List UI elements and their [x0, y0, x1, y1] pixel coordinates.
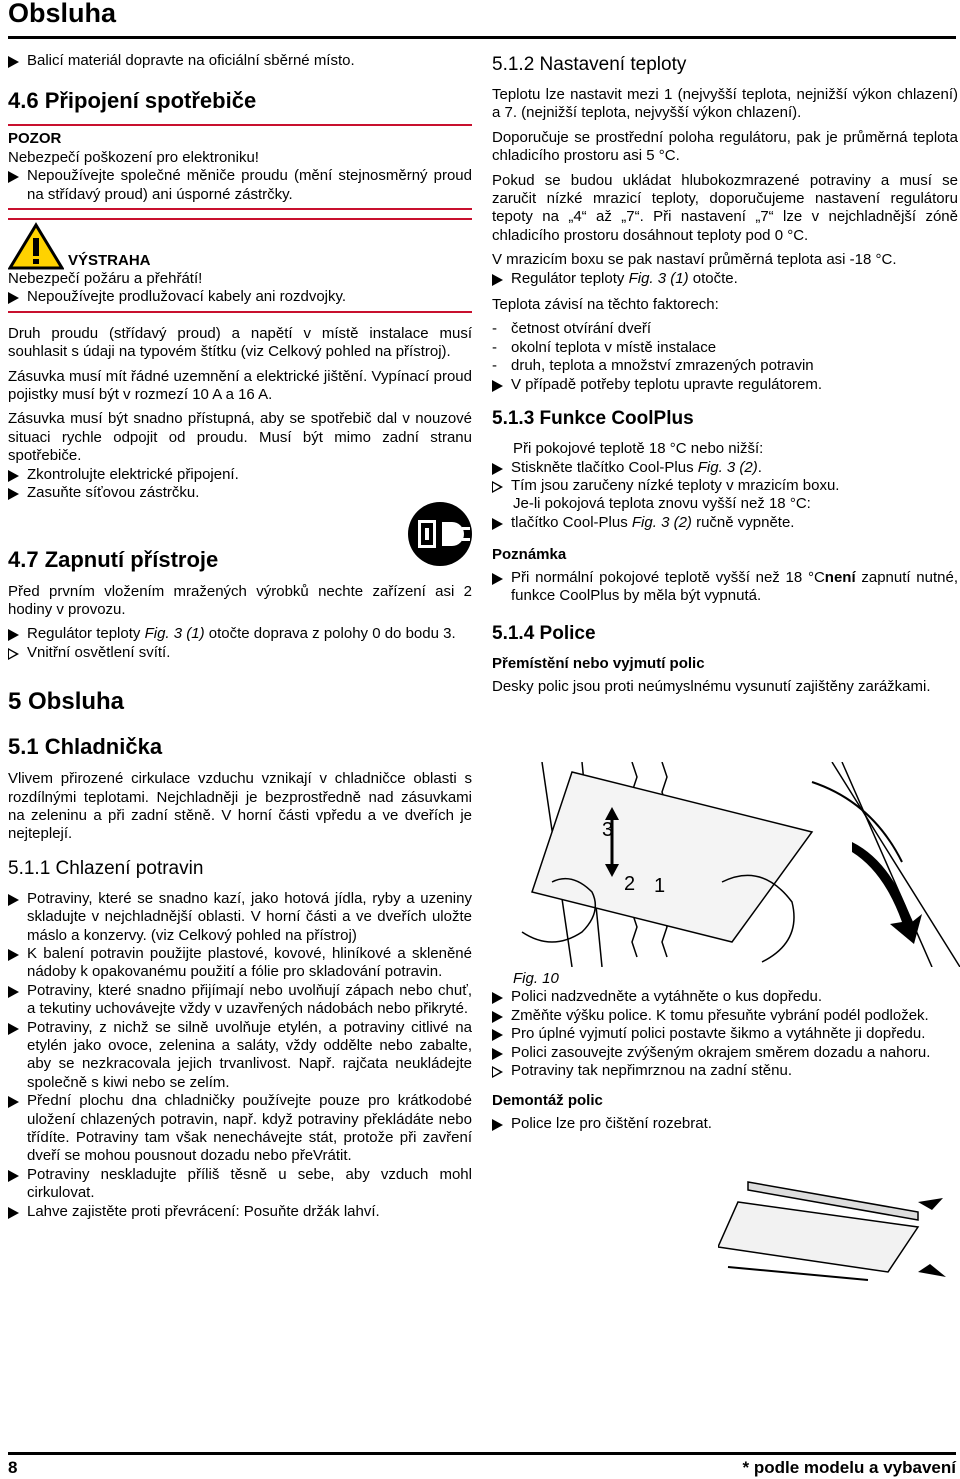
figure-caption: Fig. 10 — [513, 970, 559, 987]
bullet-arrow-icon — [492, 1048, 503, 1060]
bullet-packaging: Balicí materiál dopravte na oficiální sběrné místo. — [8, 52, 472, 70]
heading-5-1-1: 5.1.1 Chlazení potravin — [8, 857, 204, 879]
paragraph-frozen: Pokud se budou ukládat hlubokozmrazené potraviny a musí se zaručit nízké mrazicí teploty, doporučujeme nastavení regulátoru tepoty na „4“ až „7“. Při nastavení „7“ lze v nejchladnější zóně chladicího prostoru dosáhnout teploty pod 0 °C. — [492, 171, 958, 244]
heading-5-1: 5.1 Chladnička — [8, 734, 163, 760]
left-column — [8, 50, 472, 1221]
footer-rule — [8, 1452, 956, 1455]
bullet-arrow-icon — [8, 949, 19, 961]
list-item: Lahve zajistěte proti převrácení: Posuňte držák lahví. — [8, 1203, 472, 1221]
paragraph-temp-range: Teplotu lze nastavit mezi 1 (nejvyšší teplota, nejnižší výkon chlazení) a 7. (nejnižší teplota, nejvyšší výkon chlazení). — [492, 86, 958, 122]
heading-5: 5 Obsluha — [8, 688, 125, 716]
list-item: Potraviny neskladujte příliš těsně u sebe, aby vzduch mohl cirkulovat. — [8, 1166, 472, 1203]
paragraph-grounding: Zásuvka musí mít řádné uzemnění a elektrické jištění. Vypínací proud pojistky musí být v rozmezí 10 A a 16 A. — [8, 367, 472, 404]
bullet-turn-regulator: Regulátor teploty Fig. 3 (1) otočte doprava z polohy 0 do bodu 3. — [8, 625, 472, 643]
bullets-food-cooling — [8, 890, 472, 1221]
bullet-arrow-icon — [492, 1011, 503, 1023]
list-item: K balení potravin použijte plastové, kovové, hliníkové a skleněné nádoby k opakovanému použití a fólie pro skladování potravin. — [8, 945, 472, 982]
paragraph-first-use: Před prvním vložením mražených výrobků nechte zařízení asi 2 hodiny v provozu. — [8, 582, 472, 618]
heading-5-1-2: 5.1.2 Nastavení teploty — [492, 54, 687, 75]
notice-pozor — [8, 124, 472, 210]
demontaz-bullet: Police lze pro čištění rozebrat. — [492, 1115, 726, 1133]
heading-4-7: 4.7 Zapnutí přístroje — [8, 546, 219, 572]
bullet-arrow-icon — [8, 1170, 19, 1182]
vystraha-title: VÝSTRAHA — [68, 251, 151, 269]
heading-5-1-4: 5.1.4 Police — [492, 623, 596, 645]
bullet-arrow-icon — [492, 573, 503, 585]
bullet-arrow-icon — [8, 171, 19, 183]
bullet-arrow-icon — [492, 380, 503, 392]
right-column — [492, 50, 958, 702]
right-column-lower — [492, 970, 958, 1133]
result-light-on: Vnitřní osvětlení svítí. — [8, 644, 472, 662]
list-item: Změňte výšku police. K tomu přesuňte vybrání podél podložek. — [492, 1007, 958, 1025]
shelf-disassembly-illustration — [718, 1172, 958, 1282]
list-item: Potraviny, které snadno přijímají nebo uvolňují zápach nebo chuť, a tekutiny uchovávejte vždy v uzavřených nádobách nebo přikryté. — [8, 982, 472, 1019]
bullet-arrow-icon — [492, 274, 503, 286]
result-low-temp: Tím jsou zaručeny nízké teploty v mrazicím boxu. — [492, 477, 958, 495]
paragraph-police: Desky polic jsou proti neúmyslnému vysunutí zajištěny zarážkami. — [492, 677, 931, 695]
footer-note: * podle modelu a vybavení — [742, 1458, 956, 1477]
result-no-freeze: Potraviny tak nepřimrznou na zadní stěnu. — [492, 1062, 958, 1080]
warning-triangle-icon — [8, 222, 64, 270]
bullet-arrow-icon — [8, 56, 19, 68]
bullet-arrow-icon — [492, 1029, 503, 1041]
list-item: Přední plochu dna chladničky používejte pouze pro krátkodobé uložení chlazených potravin, např. když potraviny překládáte nebo třídíte. Potraviny tam však nenechávejte stát, protože při zavření dveří se mohou pousnout dozadu nebo přeVrátit. — [8, 1092, 472, 1166]
bullet-arrow-icon — [8, 1023, 19, 1035]
header-rule — [8, 36, 956, 39]
demontaz-title: Demontáž polic — [492, 1092, 603, 1110]
paragraph-recommended: Doporučuje se prostřední poloha regulátoru, pak je průměrná teplota chladicího prostoru asi 5 °C. — [492, 128, 958, 165]
paragraph-current-type: Druh proudu (střídavý proud) a napětí v místě instalace musí souhlasit s údaji na typovém štítku (viz Celkový pohled na přístroj). — [8, 324, 472, 361]
page-header-title: Obsluha — [8, 0, 117, 28]
fig-label-1: 1 — [654, 875, 666, 897]
list-item: Polici zasouvejte zvýšeným okrajem směrem dozadu a nahoru. — [492, 1044, 958, 1062]
page-number: 8 — [8, 1458, 18, 1477]
paragraph-socket-access: Zásuvka musí být snadno přístupná, aby se spotřebič dal v nouzové situaci rychle odpojit od proudu. Musí být mimo zadní stranu spotřebiče. — [8, 410, 472, 465]
bullet-arrow-icon — [492, 992, 503, 1004]
coolplus-condition-2: Je-li pokojová teplota znovu vyšší než 18 °C: — [513, 495, 811, 513]
note-title: Poznámka — [492, 546, 567, 564]
paragraph-air-circulation: Vlivem přirozené cirkulace vzduchu vznikají v chladničce oblasti s rozdílnými teplotami. Nejchladněji je bezprostředně nad zásuvkami na zeleninu a při zadní stěně. V horní části vpředu a ve dveřích je nejteplejí. — [8, 770, 472, 843]
heading-4-6: 4.6 Připojení spotřebiče — [8, 88, 257, 114]
plug-socket-icon — [406, 500, 474, 568]
bullet-arrow-icon — [8, 894, 19, 906]
heading-5-1-3: 5.1.3 Funkce CoolPlus — [492, 408, 694, 430]
bullet-arrow-icon — [8, 629, 19, 641]
shelf-removal-illustration — [512, 762, 960, 967]
bullet-arrow-icon — [8, 470, 19, 482]
bullet-plug-in: Zasuňte síťovou zástrčku. — [8, 484, 472, 502]
bullet-adjust: V případě potřeby teplotu upravte regulátorem. — [492, 376, 958, 394]
police-subheading: Přemístění nebo vyjmutí polic — [492, 655, 705, 673]
notice-vystraha — [8, 218, 472, 313]
dash-item: - okolní teplota v místě instalace — [492, 338, 717, 356]
bullet-switch-off-coolplus: tlačítko Cool-Plus Fig. 3 (2) ručně vypněte. — [492, 514, 958, 532]
result-arrow-icon — [492, 481, 503, 493]
bullet-check-connection: Zkontrolujte elektrické připojení. — [8, 466, 472, 484]
note-bullet: Při normální pokojové teplotě vyšší než 18 °Cnení zapnutí nutné, funkce CoolPlus by měla být vypnutá. — [492, 569, 958, 606]
fig-label-3: 3 — [602, 819, 614, 841]
list-item: Potraviny, z nichž se silně uvolňuje etylén, a potraviny citlivé na etylén jako ovoce, zelenina a saláty, vždy oddělte nebo zabalte, aby se nezkracovala jejich trvanlivost. Např. rajčata neukládejte společně s kiwi nebo se zelím. — [8, 1019, 472, 1093]
bullet-arrow-icon — [8, 1207, 19, 1219]
list-item: Polici nadzvedněte a vytáhněte o kus dopředu. — [492, 988, 958, 1006]
bullet-arrow-icon — [492, 1119, 503, 1131]
bullet-turn-regulator: Regulátor teploty Fig. 3 (1) otočte. — [492, 270, 958, 288]
bullet-arrow-icon — [8, 986, 19, 998]
bullet-arrow-icon — [492, 518, 503, 530]
pozor-title: POZOR — [8, 130, 62, 148]
paragraph-freezer-box: V mrazicím boxu se pak nastaví průměrná teplota asi -18 °C. — [492, 251, 897, 269]
pozor-bullet: Nepoužívejte společné měniče proudu (mění stejnosměrný proud na střídavý proud) ani úsporné zástrčky. — [8, 167, 472, 204]
dash-item: - druh, teplota a množství zmrazených potravin — [492, 357, 814, 375]
list-item: Potraviny, které se snadno kazí, jako hotová jídla, ryby a uzeniny skladujte v nejchladnější oblasti. V horní části a ve dveřích uložte máslo a konzervy. (viz Celkový pohled na přístroj) — [8, 890, 472, 945]
bullet-arrow-icon — [8, 292, 19, 304]
bullet-press-coolplus: Stiskněte tlačítko Cool-Plus Fig. 3 (2). — [492, 459, 958, 477]
vystraha-text: Nebezpečí požáru a přehřátí! — [8, 270, 203, 288]
coolplus-condition-1: Při pokojové teplotě 18 °C nebo nižší: — [513, 440, 764, 458]
paragraph-factors: Teplota závisí na těchto faktorech: — [492, 296, 719, 314]
dash-item: - četnost otvírání dveří — [492, 320, 652, 338]
result-arrow-icon — [492, 1066, 503, 1078]
pozor-text: Nebezpečí poškození pro elektroniku! — [8, 148, 259, 166]
list-item: Pro úplné vyjmutí polici postavte šikmo a vytáhněte ji dopředu. — [492, 1025, 958, 1043]
bullet-arrow-icon — [492, 463, 503, 475]
vystraha-bullet: Nepoužívejte prodlužovací kabely ani rozdvojky. — [8, 288, 472, 306]
result-arrow-icon — [8, 648, 19, 660]
bullet-arrow-icon — [8, 488, 19, 500]
fig-label-2: 2 — [624, 873, 636, 895]
bullet-arrow-icon — [8, 1096, 19, 1108]
